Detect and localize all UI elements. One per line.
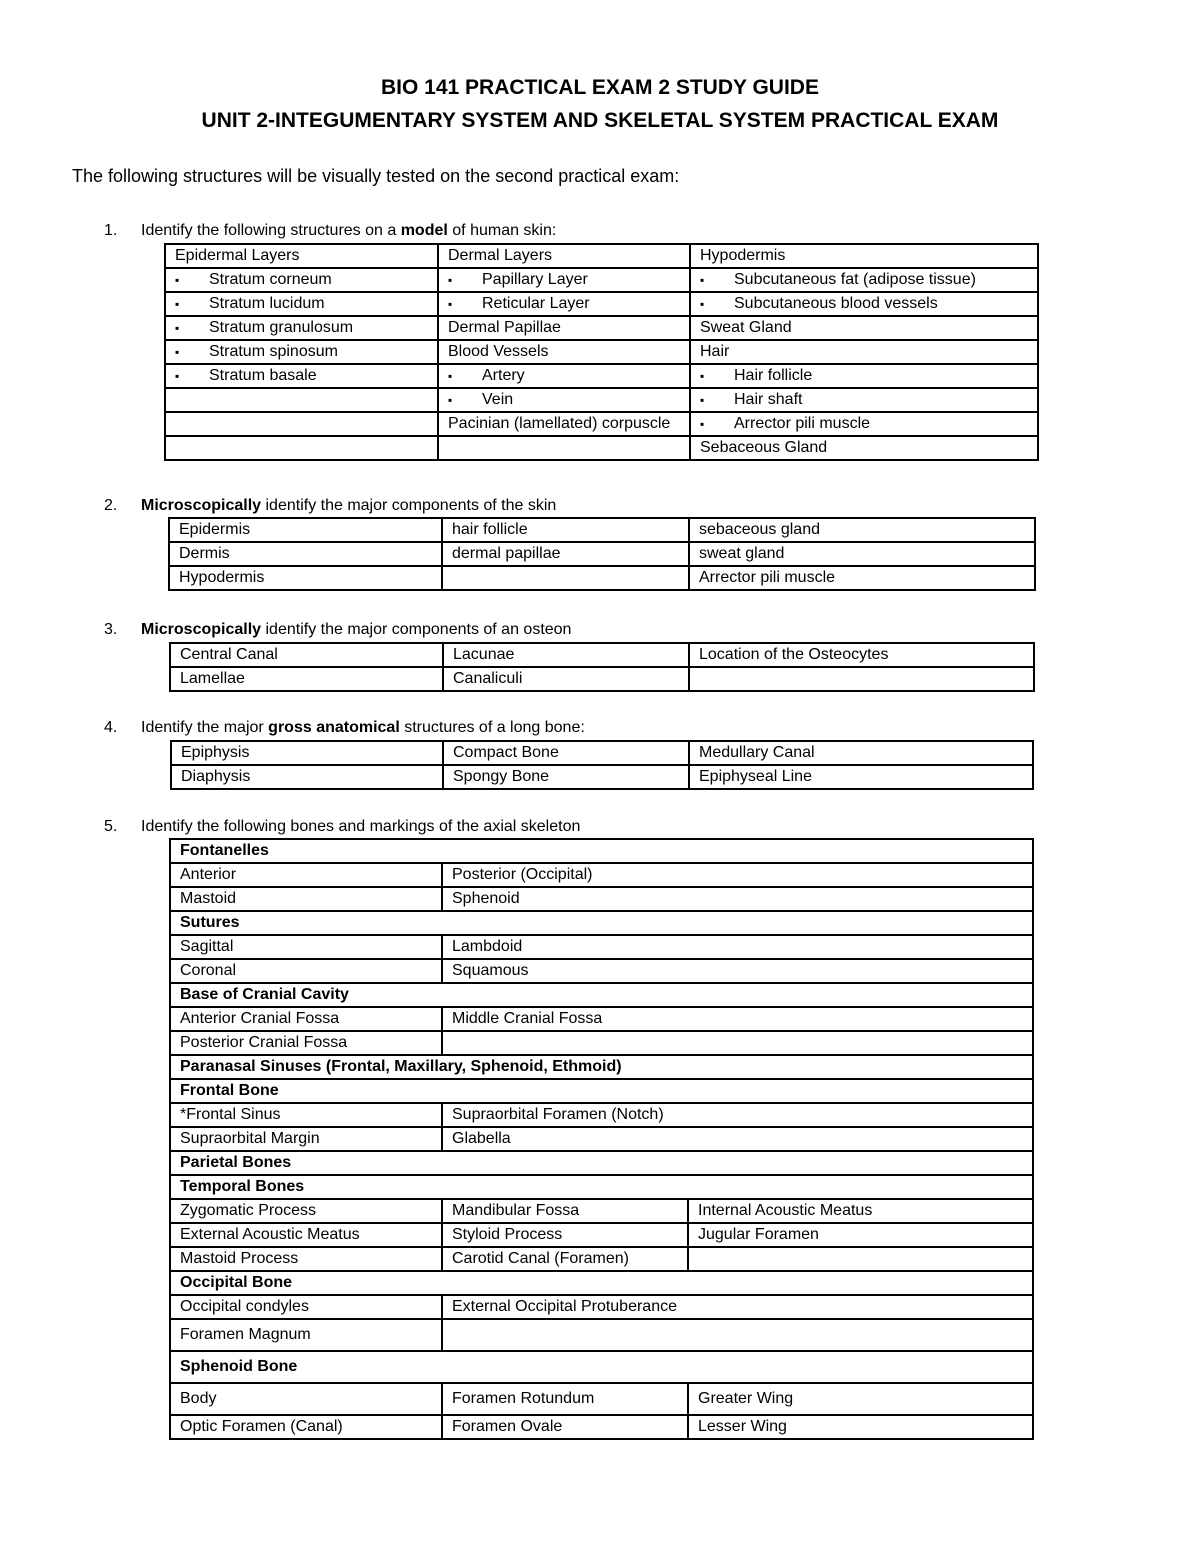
cell-text: Hair follicle bbox=[734, 367, 813, 384]
table-cell: Supraorbital Foramen (Notch) bbox=[442, 1103, 1033, 1127]
table-cell: Epiphysis bbox=[171, 741, 443, 765]
question-number: 1. bbox=[104, 222, 118, 239]
question-5 bbox=[104, 818, 580, 836]
question-text: Identify the following bones and markings of the axial skeleton bbox=[141, 818, 581, 835]
question-2 bbox=[104, 497, 556, 515]
table-cell: External Acoustic Meatus bbox=[170, 1223, 442, 1247]
table-cell: Lesser Wing bbox=[688, 1415, 1033, 1439]
table-cell bbox=[442, 1319, 1033, 1351]
table-cell: Body bbox=[170, 1383, 442, 1415]
table-cell: Lamellae bbox=[170, 667, 443, 691]
question-text: Identify the major bbox=[141, 719, 269, 736]
table-row bbox=[165, 412, 1038, 436]
table-cell: Zygomatic Process bbox=[170, 1199, 442, 1223]
table-row bbox=[170, 1007, 1033, 1031]
table-cell: Hypodermis bbox=[169, 566, 442, 590]
table-cell: Internal Acoustic Meatus bbox=[688, 1199, 1033, 1223]
cell-text: Subcutaneous blood vessels bbox=[734, 295, 938, 312]
table-row bbox=[170, 959, 1033, 983]
table-cell: Anterior bbox=[170, 863, 442, 887]
table-cell bbox=[688, 1247, 1033, 1271]
table-cell bbox=[438, 268, 690, 292]
table-row bbox=[165, 268, 1038, 292]
section-header: Sutures bbox=[170, 911, 1033, 935]
table-cell bbox=[165, 340, 438, 364]
table-cell bbox=[165, 436, 438, 460]
column-header: Epidermal Layers bbox=[165, 244, 438, 268]
table-row bbox=[170, 1079, 1033, 1103]
table-row bbox=[171, 765, 1033, 789]
table-cell bbox=[690, 364, 1038, 388]
table-cell: Middle Cranial Fossa bbox=[442, 1007, 1033, 1031]
cell-text: Papillary Layer bbox=[482, 271, 588, 288]
cell-text: Artery bbox=[482, 367, 525, 384]
table-cell bbox=[165, 364, 438, 388]
table-row bbox=[170, 1415, 1033, 1439]
table-row bbox=[170, 1295, 1033, 1319]
cell-text: Stratum granulosum bbox=[209, 319, 354, 336]
table-row bbox=[165, 364, 1038, 388]
table-cell bbox=[165, 316, 438, 340]
section-header: Sphenoid Bone bbox=[170, 1351, 1033, 1383]
table-cell: Coronal bbox=[170, 959, 442, 983]
table-cell: Spongy Bone bbox=[443, 765, 689, 789]
table-cell: Hair bbox=[690, 340, 1038, 364]
question-emphasis: Microscopically bbox=[141, 621, 262, 638]
column-header: Dermal Layers bbox=[438, 244, 690, 268]
question-number: 2. bbox=[104, 497, 118, 514]
table-cell: sweat gland bbox=[689, 542, 1035, 566]
table-cell bbox=[165, 388, 438, 412]
section-header: Temporal Bones bbox=[170, 1175, 1033, 1199]
column-header: Hypodermis bbox=[690, 244, 1038, 268]
table-row bbox=[170, 1151, 1033, 1175]
table-cell: Pacinian (lamellated) corpuscle bbox=[438, 412, 690, 436]
question-text: structures of a long bone: bbox=[399, 719, 585, 736]
table-cell: Jugular Foramen bbox=[688, 1223, 1033, 1247]
table-cell bbox=[165, 268, 438, 292]
question-emphasis: Microscopically bbox=[141, 497, 262, 514]
table-cell: Medullary Canal bbox=[689, 741, 1033, 765]
question-emphasis: model bbox=[400, 222, 448, 239]
table-cell bbox=[165, 412, 438, 436]
table-row bbox=[170, 1351, 1033, 1383]
question-1 bbox=[104, 222, 556, 240]
bullet-icon: ▪ bbox=[175, 369, 180, 383]
table-row bbox=[170, 1199, 1033, 1223]
page-subtitle: UNIT 2-INTEGUMENTARY SYSTEM AND SKELETAL SYSTEM PRACTICAL EXAM bbox=[201, 109, 999, 132]
table-cell: Sagittal bbox=[170, 935, 442, 959]
table-row bbox=[165, 436, 1038, 460]
bullet-icon: ▪ bbox=[175, 273, 180, 287]
section-header: Fontanelles bbox=[170, 839, 1033, 863]
cell-text: Stratum lucidum bbox=[209, 295, 325, 312]
bullet-icon: ▪ bbox=[448, 369, 453, 383]
table-cell: Greater Wing bbox=[688, 1383, 1033, 1415]
table-cell bbox=[690, 292, 1038, 316]
bullet-icon: ▪ bbox=[700, 297, 705, 311]
table-row bbox=[170, 1127, 1033, 1151]
table-cell: Lacunae bbox=[443, 643, 689, 667]
table-cell: Optic Foramen (Canal) bbox=[170, 1415, 442, 1439]
table-cell bbox=[438, 388, 690, 412]
table-row bbox=[170, 667, 1034, 691]
table-cell: Mastoid Process bbox=[170, 1247, 442, 1271]
table-row bbox=[170, 1383, 1033, 1415]
cell-text: Stratum corneum bbox=[209, 271, 332, 288]
bullet-icon: ▪ bbox=[700, 369, 705, 383]
table-row bbox=[165, 388, 1038, 412]
question-number: 3. bbox=[104, 621, 118, 638]
table-cell: sebaceous gland bbox=[689, 518, 1035, 542]
table-row bbox=[165, 340, 1038, 364]
table-cell: Lambdoid bbox=[442, 935, 1033, 959]
table-row bbox=[165, 244, 1038, 268]
table-row bbox=[170, 1271, 1033, 1295]
bullet-icon: ▪ bbox=[175, 321, 180, 335]
question-emphasis: gross anatomical bbox=[268, 719, 400, 736]
cell-text: Stratum spinosum bbox=[209, 343, 338, 360]
section-header: Frontal Bone bbox=[170, 1079, 1033, 1103]
table-cell: External Occipital Protuberance bbox=[442, 1295, 1033, 1319]
bullet-icon: ▪ bbox=[175, 297, 180, 311]
bullet-icon: ▪ bbox=[700, 393, 705, 407]
skin-model-table bbox=[164, 243, 1039, 461]
bullet-icon: ▪ bbox=[448, 297, 453, 311]
osteon-table bbox=[169, 642, 1035, 692]
table-row bbox=[170, 983, 1033, 1007]
question-number: 5. bbox=[104, 818, 118, 835]
table-cell: Canaliculi bbox=[443, 667, 689, 691]
table-cell: Foramen Rotundum bbox=[442, 1383, 688, 1415]
skin-microscopy-table bbox=[168, 517, 1036, 591]
bullet-icon: ▪ bbox=[700, 273, 705, 287]
table-row bbox=[170, 1103, 1033, 1127]
bullet-icon: ▪ bbox=[448, 393, 453, 407]
question-number: 4. bbox=[104, 719, 118, 736]
table-cell bbox=[690, 412, 1038, 436]
long-bone-table bbox=[170, 740, 1034, 790]
bullet-icon: ▪ bbox=[700, 417, 705, 431]
question-text: identify the major components of the skin bbox=[261, 497, 557, 514]
table-cell: Posterior Cranial Fossa bbox=[170, 1031, 442, 1055]
table-cell: Sweat Gland bbox=[690, 316, 1038, 340]
question-text: identify the major components of an osteon bbox=[261, 621, 572, 638]
table-cell: Mandibular Fossa bbox=[442, 1199, 688, 1223]
section-header: Base of Cranial Cavity bbox=[170, 983, 1033, 1007]
table-row bbox=[170, 1175, 1033, 1199]
question-4 bbox=[104, 719, 585, 737]
table-cell: Supraorbital Margin bbox=[170, 1127, 442, 1151]
table-cell: Carotid Canal (Foramen) bbox=[442, 1247, 688, 1271]
section-header: Parietal Bones bbox=[170, 1151, 1033, 1175]
bullet-icon: ▪ bbox=[175, 345, 180, 359]
table-cell bbox=[438, 436, 690, 460]
table-cell: Compact Bone bbox=[443, 741, 689, 765]
table-cell: Foramen Ovale bbox=[442, 1415, 688, 1439]
cell-text: Reticular Layer bbox=[482, 295, 590, 312]
table-cell bbox=[165, 292, 438, 316]
table-cell: hair follicle bbox=[442, 518, 689, 542]
cell-text: Stratum basale bbox=[209, 367, 317, 384]
table-cell: Sphenoid bbox=[442, 887, 1033, 911]
table-row bbox=[170, 887, 1033, 911]
table-cell: Styloid Process bbox=[442, 1223, 688, 1247]
table-cell bbox=[438, 364, 690, 388]
table-cell: Location of the Osteocytes bbox=[689, 643, 1034, 667]
table-cell: Squamous bbox=[442, 959, 1033, 983]
table-row bbox=[170, 1223, 1033, 1247]
section-header: Paranasal Sinuses (Frontal, Maxillary, Sphenoid, Ethmoid) bbox=[170, 1055, 1033, 1079]
table-cell: Blood Vessels bbox=[438, 340, 690, 364]
table-cell bbox=[442, 1031, 1033, 1055]
table-cell: Occipital condyles bbox=[170, 1295, 442, 1319]
axial-skeleton-table bbox=[169, 838, 1034, 1440]
question-3 bbox=[104, 621, 571, 639]
intro-text: The following structures will be visually tested on the second practical exam: bbox=[72, 166, 680, 186]
table-row bbox=[169, 518, 1035, 542]
table-row bbox=[171, 741, 1033, 765]
table-cell: Posterior (Occipital) bbox=[442, 863, 1033, 887]
table-cell: Central Canal bbox=[170, 643, 443, 667]
cell-text: Subcutaneous fat (adipose tissue) bbox=[734, 271, 976, 288]
table-cell: Arrector pili muscle bbox=[689, 566, 1035, 590]
table-row bbox=[170, 1319, 1033, 1351]
table-row bbox=[170, 1031, 1033, 1055]
table-cell bbox=[690, 388, 1038, 412]
table-row bbox=[170, 839, 1033, 863]
table-cell bbox=[689, 667, 1034, 691]
table-cell: Foramen Magnum bbox=[170, 1319, 442, 1351]
table-cell: Dermis bbox=[169, 542, 442, 566]
table-row bbox=[165, 292, 1038, 316]
table-cell: Sebaceous Gland bbox=[690, 436, 1038, 460]
table-row bbox=[170, 911, 1033, 935]
table-cell: Anterior Cranial Fossa bbox=[170, 1007, 442, 1031]
table-row bbox=[165, 316, 1038, 340]
table-row bbox=[170, 1247, 1033, 1271]
bullet-icon: ▪ bbox=[448, 273, 453, 287]
table-row bbox=[170, 863, 1033, 887]
table-cell: Diaphysis bbox=[171, 765, 443, 789]
table-cell bbox=[438, 292, 690, 316]
question-text: Identify the following structures on a bbox=[141, 222, 401, 239]
table-cell: Glabella bbox=[442, 1127, 1033, 1151]
page-title: BIO 141 PRACTICAL EXAM 2 STUDY GUIDE bbox=[381, 76, 819, 99]
table-cell bbox=[690, 268, 1038, 292]
section-header: Occipital Bone bbox=[170, 1271, 1033, 1295]
table-cell: *Frontal Sinus bbox=[170, 1103, 442, 1127]
table-cell: Mastoid bbox=[170, 887, 442, 911]
cell-text: Hair shaft bbox=[734, 391, 803, 408]
table-cell: Epiphyseal Line bbox=[689, 765, 1033, 789]
table-cell bbox=[442, 566, 689, 590]
question-text: of human skin: bbox=[447, 222, 557, 239]
cell-text: Arrector pili muscle bbox=[734, 415, 871, 432]
table-row bbox=[169, 566, 1035, 590]
cell-text: Vein bbox=[482, 391, 514, 408]
table-row bbox=[170, 643, 1034, 667]
table-row bbox=[170, 1055, 1033, 1079]
table-cell: dermal papillae bbox=[442, 542, 689, 566]
table-row bbox=[169, 542, 1035, 566]
table-row bbox=[170, 935, 1033, 959]
table-cell: Dermal Papillae bbox=[438, 316, 690, 340]
table-cell: Epidermis bbox=[169, 518, 442, 542]
